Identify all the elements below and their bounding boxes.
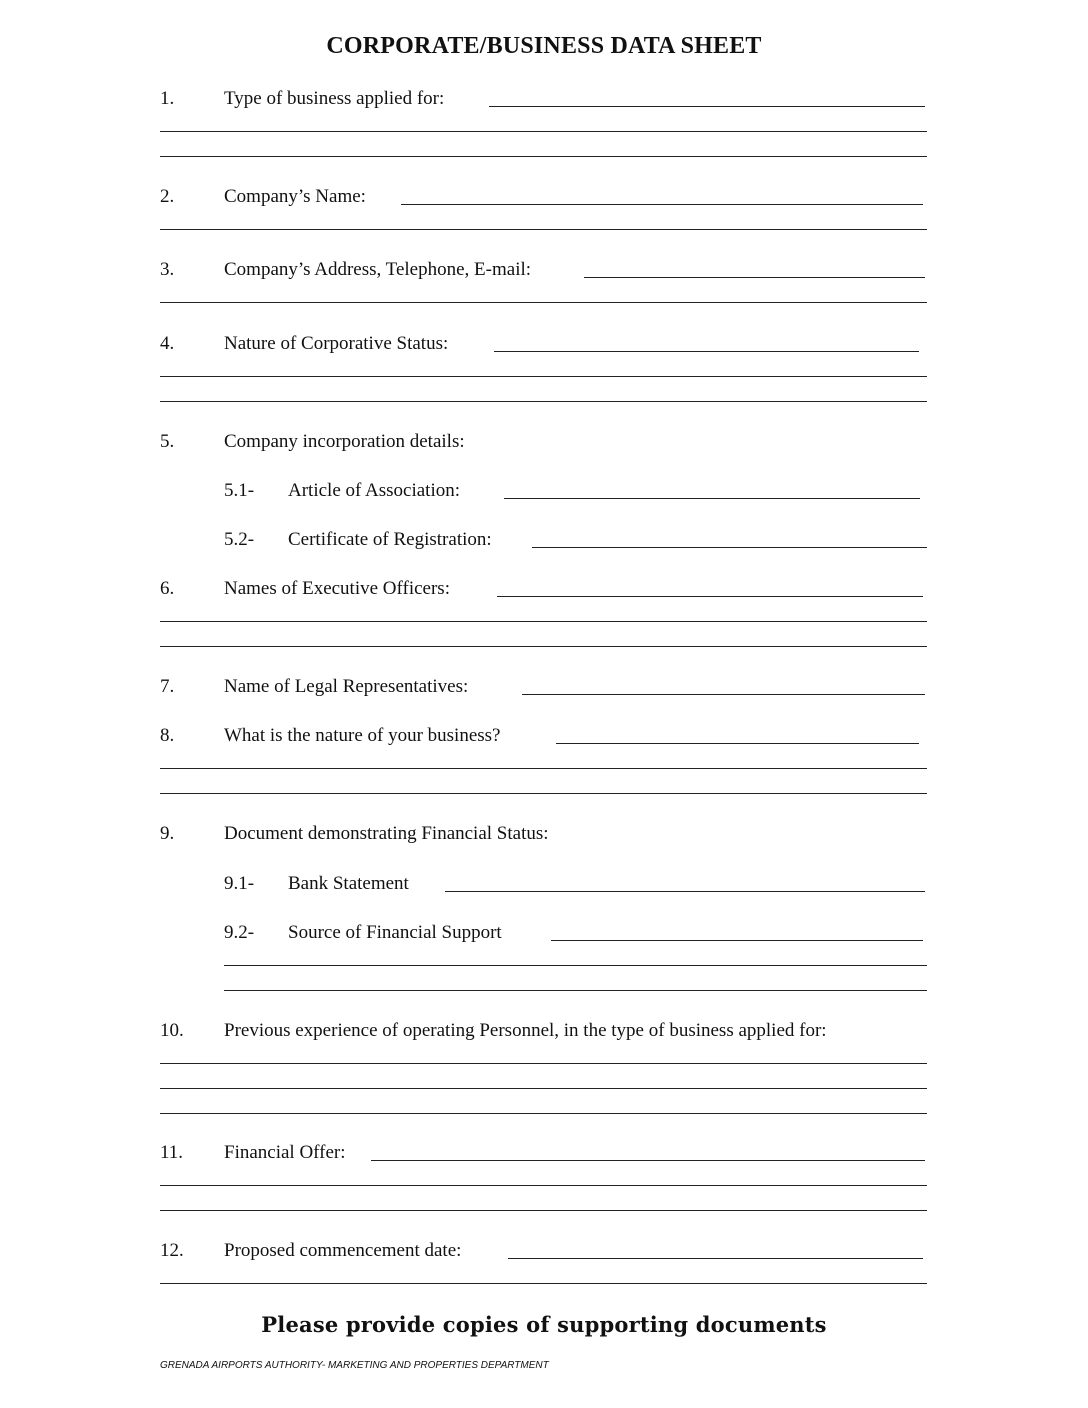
item-11-field-line-2[interactable] xyxy=(160,1185,927,1186)
department-footer: GRENADA AIRPORTS AUTHORITY- MARKETING AND PROPERTIES DEPARTMENT xyxy=(160,1360,549,1371)
item-2-label: Company’s Name: xyxy=(224,186,366,207)
item-5-1-number: 5.1- xyxy=(224,480,255,501)
item-5-2-field[interactable] xyxy=(532,547,927,548)
page-title: CORPORATE/BUSINESS DATA SHEET xyxy=(326,33,762,59)
item-3-field[interactable] xyxy=(584,277,925,278)
item-1-field[interactable] xyxy=(489,106,925,107)
item-8-field[interactable] xyxy=(556,743,919,744)
item-10-number: 10. xyxy=(160,1020,184,1041)
item-6-field-line-3[interactable] xyxy=(160,646,927,647)
item-3-label: Company’s Address, Telephone, E-mail: xyxy=(224,259,532,280)
item-7-field[interactable] xyxy=(522,694,925,695)
item-2-number: 2. xyxy=(160,186,175,207)
item-9-2-field[interactable] xyxy=(551,940,923,941)
item-1-label: Type of business applied for: xyxy=(224,88,445,109)
item-8-field-line-3[interactable] xyxy=(160,793,927,794)
item-8-label: What is the nature of your business? xyxy=(224,725,501,746)
item-12-label: Proposed commencement date: xyxy=(224,1240,462,1261)
item-12-field-line-2[interactable] xyxy=(160,1283,927,1284)
item-5-label: Company incorporation details: xyxy=(224,431,465,452)
item-11-field[interactable] xyxy=(371,1160,925,1161)
item-5-1-label: Article of Association: xyxy=(288,480,461,501)
item-9-2-field-line-3[interactable] xyxy=(224,990,927,991)
item-4-label: Nature of Corporative Status: xyxy=(224,333,449,354)
item-4-field[interactable] xyxy=(494,351,919,352)
item-11-field-line-3[interactable] xyxy=(160,1210,927,1211)
item-5-2-label: Certificate of Registration: xyxy=(288,529,492,550)
supporting-documents-note: Please provide copies of supporting documents xyxy=(261,1312,827,1337)
item-10-field-line-3[interactable] xyxy=(160,1113,927,1114)
item-11-label: Financial Offer: xyxy=(224,1142,346,1163)
item-4-field-line-2[interactable] xyxy=(160,376,927,377)
item-9-2-label: Source of Financial Support xyxy=(288,922,502,943)
item-7-label: Name of Legal Representatives: xyxy=(224,676,469,697)
item-11-number: 11. xyxy=(160,1142,184,1163)
item-5-2-number: 5.2- xyxy=(224,529,255,550)
item-7-number: 7. xyxy=(160,676,175,697)
item-12-number: 12. xyxy=(160,1240,184,1261)
item-6-field-line-2[interactable] xyxy=(160,621,927,622)
item-9-number: 9. xyxy=(160,823,175,844)
item-10-field-line-2[interactable] xyxy=(160,1088,927,1089)
item-4-field-line-3[interactable] xyxy=(160,401,927,402)
item-6-number: 6. xyxy=(160,578,175,599)
item-9-2-number: 9.2- xyxy=(224,922,255,943)
item-4-number: 4. xyxy=(160,333,175,354)
item-9-label: Document demonstrating Financial Status: xyxy=(224,823,549,844)
item-2-field[interactable] xyxy=(401,204,923,205)
item-6-field[interactable] xyxy=(497,596,923,597)
item-10-label: Previous experience of operating Personnel, in the type of business applied for: xyxy=(224,1020,827,1041)
item-1-field-line-3[interactable] xyxy=(160,156,927,157)
item-9-1-field[interactable] xyxy=(445,891,925,892)
item-10-field-line-1[interactable] xyxy=(160,1063,927,1064)
item-12-field[interactable] xyxy=(508,1258,923,1259)
item-1-number: 1. xyxy=(160,88,175,109)
item-2-field-line-2[interactable] xyxy=(160,229,927,230)
item-8-number: 8. xyxy=(160,725,175,746)
item-3-number: 3. xyxy=(160,259,175,280)
item-9-1-label: Bank Statement xyxy=(288,873,409,894)
item-9-1-number: 9.1- xyxy=(224,873,255,894)
item-6-label: Names of Executive Officers: xyxy=(224,578,450,599)
item-8-field-line-2[interactable] xyxy=(160,768,927,769)
item-5-1-field[interactable] xyxy=(504,498,920,499)
item-3-field-line-2[interactable] xyxy=(160,302,927,303)
item-9-2-field-line-2[interactable] xyxy=(224,965,927,966)
item-1-field-line-2[interactable] xyxy=(160,131,927,132)
item-5-number: 5. xyxy=(160,431,175,452)
